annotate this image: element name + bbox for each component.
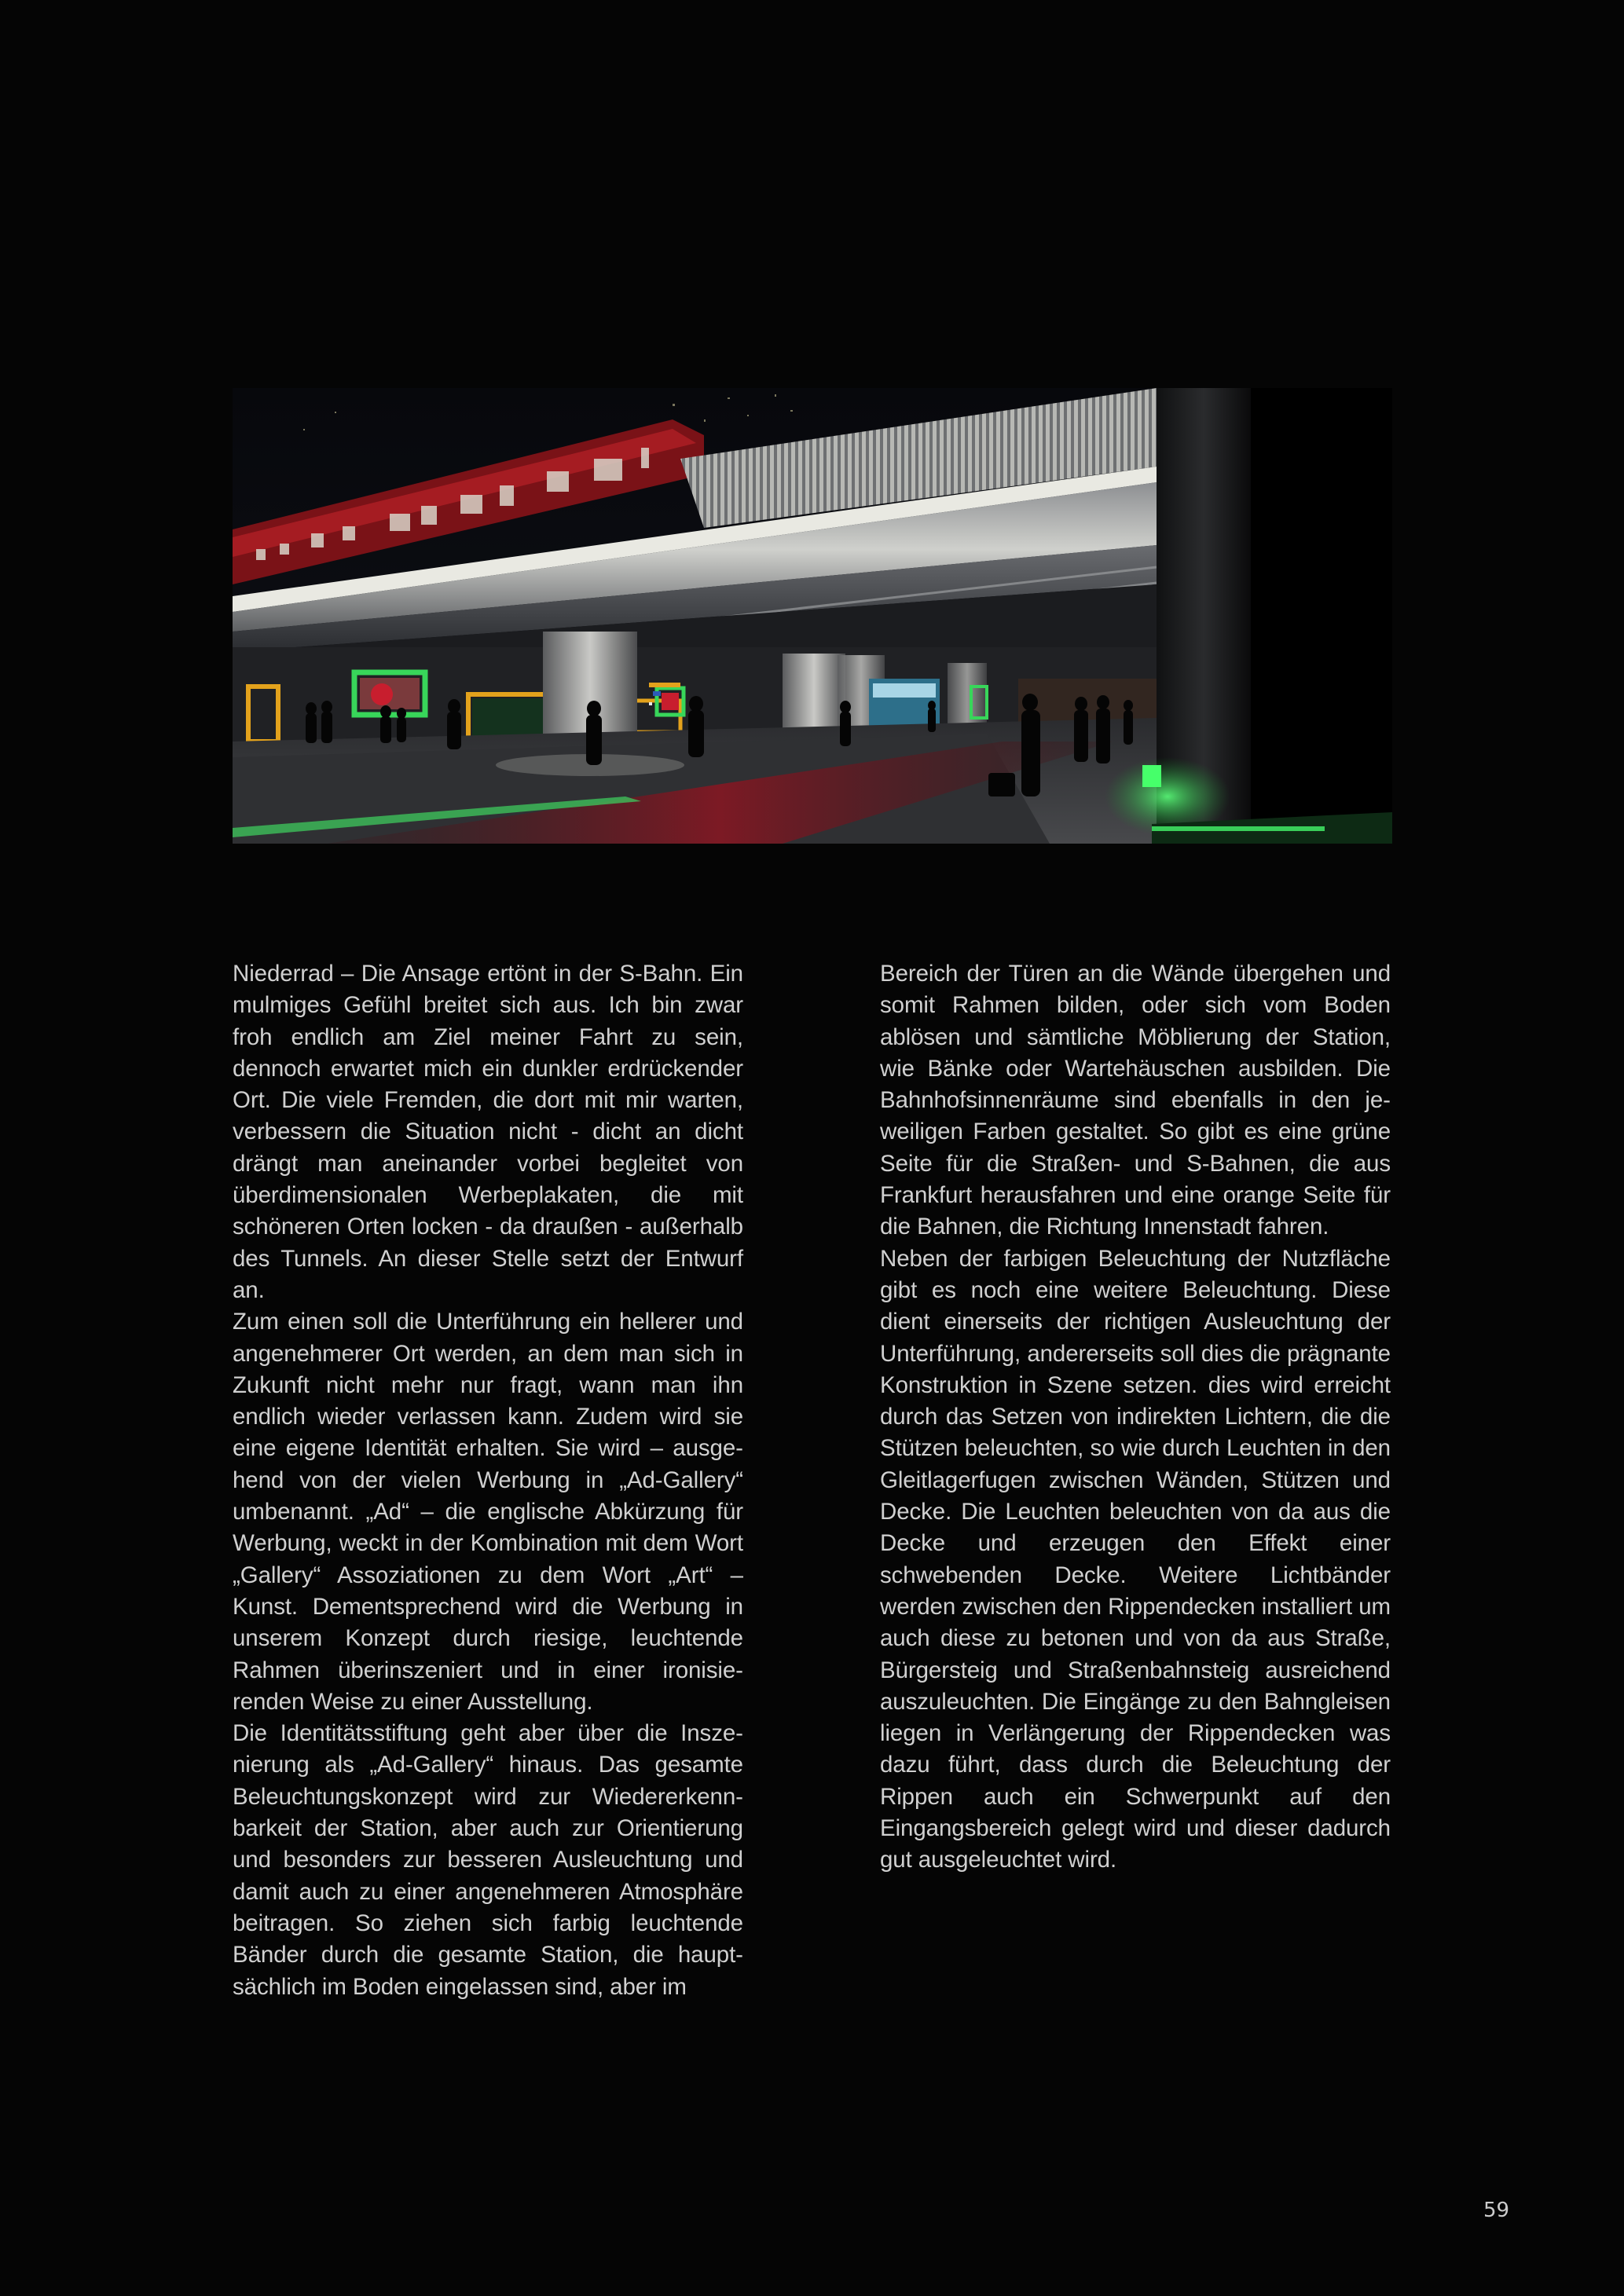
underpass-render-image — [233, 388, 1392, 844]
text-column-left — [233, 958, 743, 2003]
body-paragraph: Zum einen soll die Unterführung ein hellerer und angenehmerer Ort werden, an dem man sich in Zukunft nicht mehr nur fragt, wann man ihn endlich wieder verlassen kann. Zudem wird sie eine eigene Identität erhalten. Sie wird – ausgehend von der vielen Werbung in „Ad-Gallery“ umbenannt. „Ad“ – die englische Abkürzung für Werbung, weckt in der Kombination mit dem Wort „Gallery“ Assoziationen zu dem Wort „Art“ – Kunst. Dementsprechend wird die Werbung in unserem Konzept durch riesige, leuchtende Rahmen überinszeniert und in einer ironisierenden Weise zu einer Ausstellung. — [233, 1309, 743, 1715]
text-column-right — [880, 958, 1391, 1877]
body-paragraph: Bereich der Türen an die Wände übergehen und somit Rahmen bilden, oder sich vom Boden ablösen und sämtliche Möblierung der Station, wie Bänke oder Wartehäuschen ausbilden. Die Bahnhofsinnenräume sind ebenfalls in den jeweiligen Farben gestaltet. So gibt es eine grüne Seite für die Straßen- und S-Bahnen, die aus Frankfurt herausfahren und eine orange Seite für die Bahnen, die Richtung Innenstadt fahren. — [880, 961, 1391, 1240]
underpass-render-svg — [233, 388, 1392, 844]
page-number: 59 — [1483, 2199, 1510, 2222]
body-paragraph: Neben der farbigen Beleuchtung der Nutzfläche gibt es noch eine weitere Beleuchtung. Diese dient einerseits der richtigen Ausleuchtung der Unterführung, andererseits soll dies die prägnante Konstruktion in Szene setzen. dies wird erreicht durch das Setzen von indirekten Lichtern, die die Stützen beleuchten, so wie durch Leuchten in den Gleitlagerfugen zwischen Wänden, Stützen und Decke. Die Leuchten beleuchten von da aus die Decke und erzeugen den Effekt einer schwebenden Decke. Weitere Lichtbänder werden zwischen den Rippendecken installiert um auch diese zu betonen und von da aus Straße, Bürgersteig und Straßenbahnsteig ausreichend auszuleuchten. Die Eingänge zu den Bahngleisen liegen in Verlängerung der Rippendecken was dazu führt, dass durch die Beleuchtung der Rippen auch ein Schwerpunkt auf den Eingangsbereich gelegt wird und dieser dadurch gut ausgeleuchtet wird. — [880, 1245, 1391, 1873]
body-paragraph: Die Identitätsstiftung geht aber über die Inszenierung als „Ad-Gallery“ hinaus. Das gesamte Beleuchtungskonzept wird zur Wiedererkennbarkeit der Station, aber auch zur Orientierung und besonders zur besseren Ausleuchtung und damit auch zu einer angenehmeren Atmosphäre beitragen. So ziehen sich farbig leuchtende Bänder durch die gesamte Station, die hauptsächlich im Boden eingelassen sind, aber im — [233, 1720, 743, 2000]
body-paragraph: Niederrad – Die Ansage ertönt in der S-Bahn. Ein mulmiges Gefühl breitet sich aus. Ich bin zwar froh endlich am Ziel meiner Fahrt zu sein, dennoch erwartet mich ein dunkler erdrückender Ort. Die viele Fremden, die dort mit mir warten, verbessern die Situation nicht - dicht an dicht drängt man aneinander vorbei begleitet von überdimensionalen Werbeplakaten, die mit schöneren Orten locken - da draußen - außerhalb des Tunnels. An dieser Stelle setzt der Entwurf an. — [233, 961, 743, 1303]
